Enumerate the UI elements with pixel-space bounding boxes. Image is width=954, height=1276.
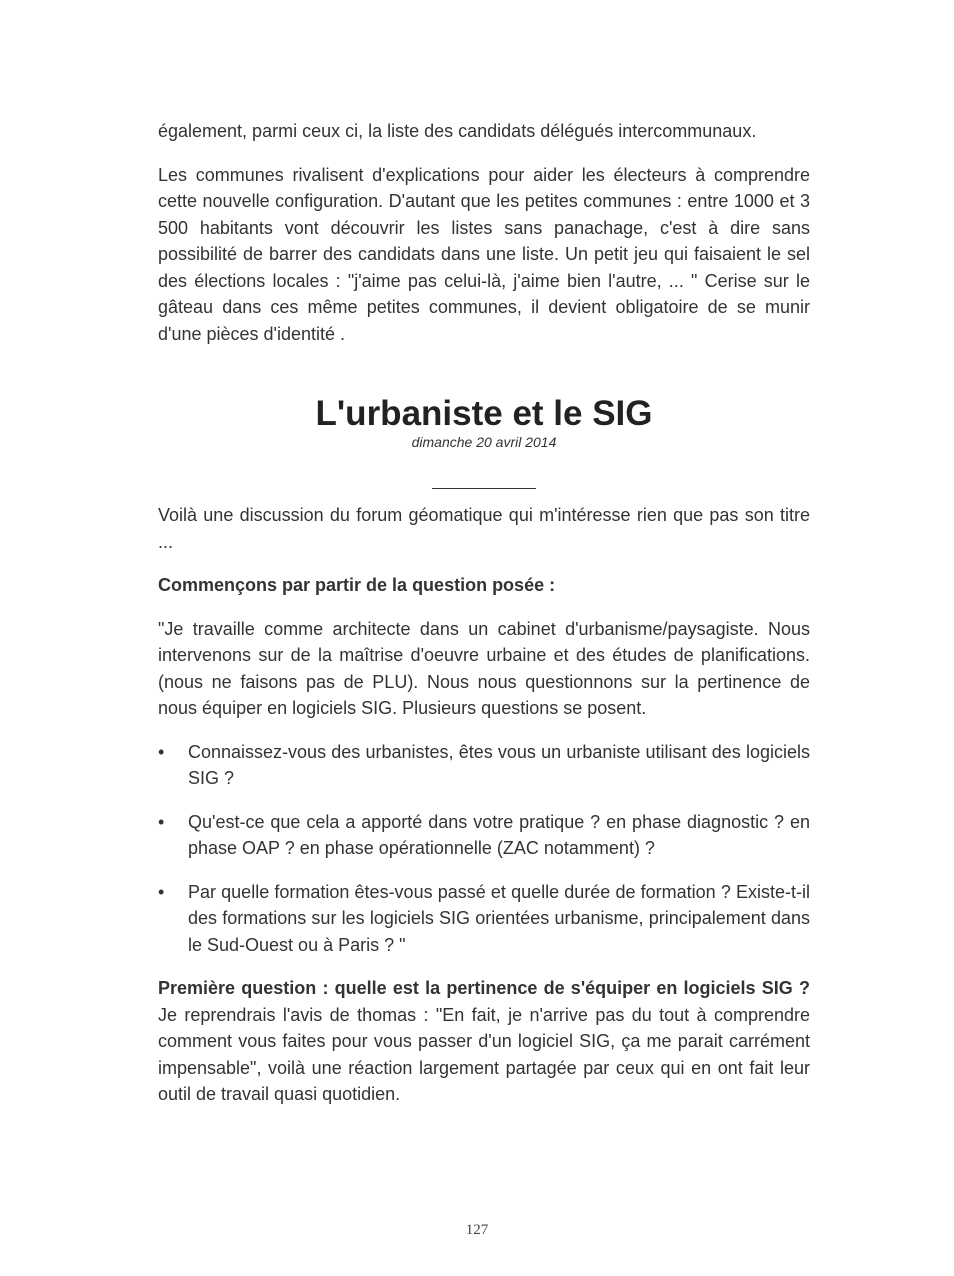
question-list	[158, 739, 810, 959]
bullet-icon: •	[158, 811, 165, 832]
question-heading: Commençons par partir de la question posée :	[158, 575, 556, 595]
intro-paragraph: Les communes rivalisent d'explications pour aider les électeurs à comprendre cette nouvelle configuration. D'autant que les petites communes : entre 1000 et 3 500 habitants vont découvrir les listes sans panachage, c'est à dire sans possibilité de barrer des candidats dans une liste. Un petit jeu qui faisaient le sel des élections locales : "j'aime pas celui-là, j'aime bien l'autre, ... " Cerise sur le gâteau dans ces même petites communes, il devient obligatoire de se munir d'une pièces d'identité .	[158, 164, 810, 344]
first-question-paragraph	[158, 975, 810, 1108]
intro-continuation: également, parmi ceux ci, la liste des candidats délégués intercommunaux.	[158, 121, 757, 141]
article-title: L'urbaniste et le SIG	[315, 394, 653, 433]
article-header	[158, 394, 810, 489]
first-question-label: Première question : quelle est la pertinence de s'équiper en logiciels SIG ?	[158, 978, 810, 998]
list-item	[158, 879, 810, 959]
quoted-question: "Je travaille comme architecte dans un cabinet d'urbanisme/paysagiste. Nous intervenons sur de la maîtrise d'oeuvre urbaine et des études de planifications. (nous ne faisons pas de PLU). Nous nous questionnons sur la pertinence de nous équiper en logiciels SIG. Plusieurs questions se posent.	[158, 618, 810, 718]
page-number: 127	[465, 1222, 489, 1238]
list-item	[158, 739, 810, 792]
list-item-text: Par quelle formation êtes-vous passé et quelle durée de formation ? Existe-t-il des formations sur les logiciels SIG orientées urbanisme, principalement dans le Sud-Ouest ou à Paris ? "	[188, 881, 810, 955]
list-item	[158, 809, 810, 862]
article-date: dimanche 20 avril 2014	[411, 434, 557, 450]
first-question-answer: Je reprendrais l'avis de thomas : "En fait, je n'arrive pas du tout à comprendre comment vous faites pour vous passer d'un logiciel SIG, ça me parait carrément impensable", voilà une réaction largement partagée par ceux qui en ont fait leur outil de travail quasi quotidien.	[158, 1004, 810, 1104]
bullet-icon: •	[158, 881, 165, 902]
list-item-text: Qu'est-ce que cela a apporté dans votre pratique ? en phase diagnostic ? en phase OAP ? en phase opérationnelle (ZAC notamment) ?	[188, 811, 810, 858]
title-divider	[432, 488, 536, 489]
page-content	[158, 118, 810, 1108]
bullet-icon: •	[158, 741, 165, 762]
article-intro: Voilà une discussion du forum géomatique qui m'intéresse rien que pas son titre ...	[158, 505, 810, 552]
list-item-text: Connaissez-vous des urbanistes, êtes vous un urbaniste utilisant des logiciels SIG ?	[188, 741, 810, 788]
